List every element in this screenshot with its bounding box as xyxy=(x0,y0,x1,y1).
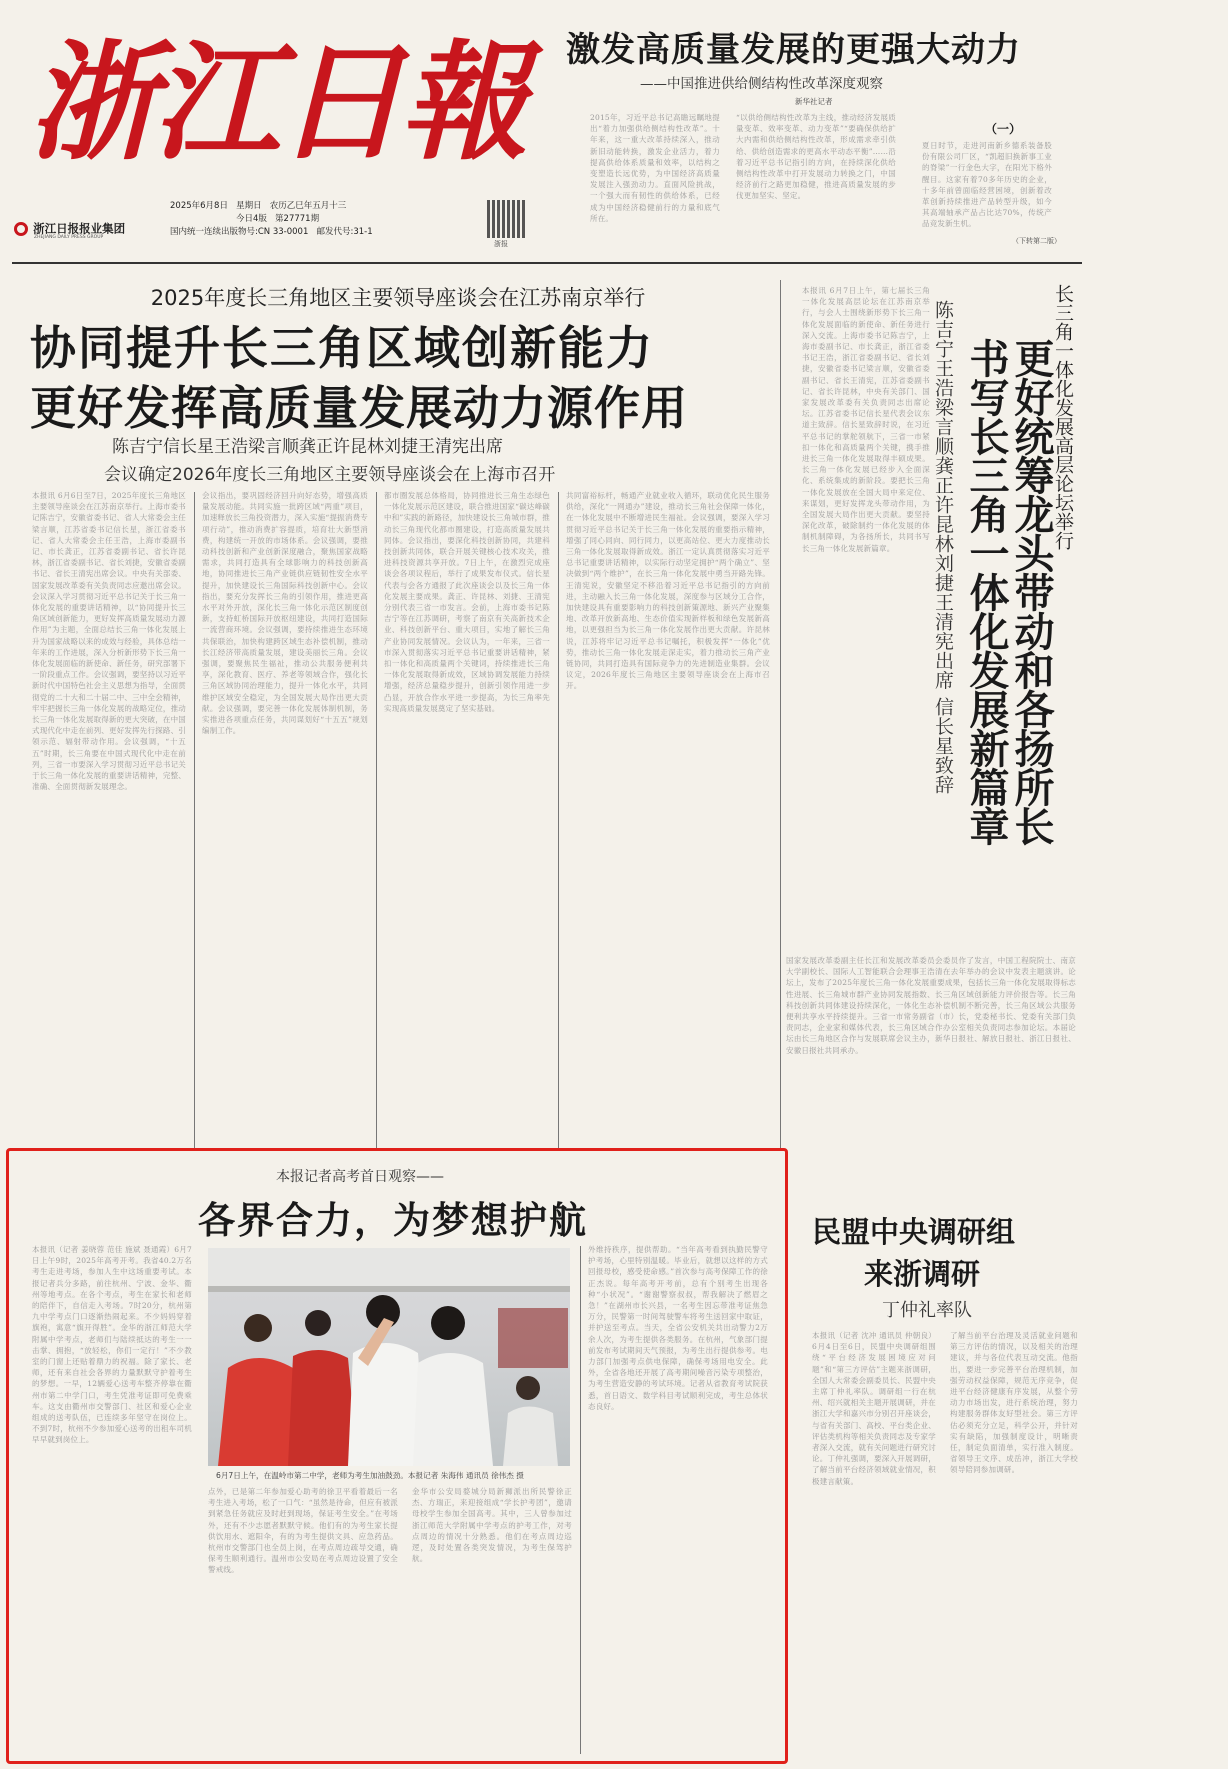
lead-column-2: 会议指出，要巩固经济回升向好态势，增强高质量发展动能。共同实施一批跨区域“两重”项目，加速释放长三角投资潜力，深入实施“提振消费专项行动”，推动消费扩容提质，培育壮大新型消费，构建统一开放的市场体系。会议强调，要推动科技创新和产业创新深度融合，聚焦国家战略需求，共同打造具有全球影响力的科技创新高地，协同推进长三角产业链供应链韧性安全水平提升，加快建设长三角国际科技创新中心。会议指出，要充分发挥长三角的引领作用，推进更高水平对外开放，深化长三角一体化示范区制度创新，支持虹桥国际开放枢纽建设，共同打造国际一流营商环境。会议强调，要持续推进生态环境共保联治，加快构建跨区域生态补偿机制，推动长江经济带高质量发展，建设美丽长三角。会议强调，要聚焦民生福祉，推动公共服务便利共享，深化教育、医疗、养老等领域合作，强化长三角区域协同治理能力，提升一体化水平，共同维护区域安全稳定，为全国发展大局作出更大贡献。会议强调，要完善一体化发展体制机制，务实推进各项重点任务，共同谋划好“十五五”规划编制工作。 xyxy=(202,491,368,736)
press-group-icon xyxy=(14,222,28,236)
issue-pages: 今日4版 xyxy=(236,214,267,224)
top-story-title: 激发高质量发展的更强大动力 xyxy=(566,30,1021,70)
issue-cn: 国内统一连续出版物号:CN 33-0001 xyxy=(170,227,309,237)
issue-date: 2025年6月8日 xyxy=(170,201,228,211)
photo-person-body xyxy=(503,1407,558,1467)
gaokao-column-left: 本报讯（记者 姜晓蓉 范佳 施斌 聂通霞）6月7日上午9时，2025年高考开考。我省40.2万名考生走进考场，参加人生中这场重要考试。本报记者兵分多路，前往杭州、宁波、金华、衢州等地考点。在各个考点，考生在家长和老师的陪伴下，自信走入考场。7时20分，杭州第九中学考点门口逐渐热闹起来。不少妈妈穿着旗袍，寓意“旗开得胜”。金华的浙江师范大学附属中学考点，老师们与陆续抵达的考生一一击掌、拥抱，“放轻松，你们一定行！”不少教室的门窗上还贴着鼎力的祝福。除了家长、老师，还有来自社会各界的力量默默守护着考生的梦想。一早，12辆爱心送考车整齐停靠在衢州市第二中学门口，考生凭准考证即可免费乘车。这支由衢州市交警部门、社区和爱心企业组成的送考队伍，已连续多年坚守在岗位上。不到7时，杭州不少参加爱心送考的出租车司机早早就到岗位上。 xyxy=(32,1245,192,1445)
minmeng-column-right: 了解当前平台治理及灵活就业问题和第三方评估的情况，以及相关的治理建议，并与各位代表互动交流。他指出，要进一步完善平台治理机制，加强劳动权益保障，规范无序竞争，促进平台经济健康有序发展，从整个劳动力市场出发，进行系统治理，努力构建服务群体友好型社会。第三方评估必须充分立足，科学公开，并针对实有缺陷，加强制度设计，明晰责任，制定负面清单，实行准入制度。省领导王文序、成岳冲，浙江大学校领导陪同参加调研。 xyxy=(950,1331,1078,1475)
right-story-column-bottom: 国家发展改革委副主任长江和发展改革委员会委员作了发言，中国工程院院士、南京大学副校长、国际人工智能联合会理事王浩清在去年举办的会议中发表主题演讲。论坛上，发布了2025年度长三角一体化发展重要成果，包括长三角一体化发展取得标志性进展、长三角城市群产业协同发展指数、长三角区域创新能力评价报告等。长三角科技创新共同体建设持续深化，一体化生态补偿机制不断完善，长三角区域公共服务便利共享水平持续提升。三省一市常务副省（市）长，党委秘书长、党委有关部门负责同志，企业家和媒体代表，长三角区域合作办公室相关负责同志参加论坛。本届论坛由长三角地区合作与发展联席会议主办，新华日报社、解放日报社、浙江日报社、安徽日报社共同承办。 xyxy=(786,956,1076,1055)
lead-headline-line-1: 协同提升长三角区域创新能力 xyxy=(30,321,654,375)
lead-subhead-2: 会议确定2026年度长三角地区主要领导座谈会在上海市召开 xyxy=(104,465,556,485)
gaokao-column-bottom-mid: 金华市公安局婺城分局新狮派出所民警徐正杰、方瑞正，来迎接组成“学长护考团”，邀请母校学生参加全国高考。其中，三人曾参加过浙江师范大学附属中学考点的护考工作，对考点周边的情况十分熟悉。他们在考点周边巡逻，及时处置各类突发情况，为考生保驾护航。 xyxy=(412,1487,572,1564)
issue-number: 第27771期 xyxy=(275,214,320,224)
issue-post: 邮发代号:31-1 xyxy=(316,227,373,237)
qr-code xyxy=(487,200,525,238)
top-story-byline: 新华社记者 xyxy=(795,97,833,106)
gaokao-column-rule xyxy=(580,1246,581,1754)
top-story-column-2: “以供给侧结构性改革为主线，推动经济发展质量变革、效率变革、动力变革”“要确保供给扩大内需和供给侧结构性改革，形成需求牵引供给、供给创造需求的更高水平动态平衡”……沿着习近平总书记指引的方向，在持续深化供给侧结构性改革中打开发展动力转换之门，中国经济前行之路更加稳健，推进高质量发展的步伐更加坚实、坚定。 xyxy=(736,113,896,201)
press-group-logo xyxy=(14,218,164,238)
photo-student-head xyxy=(431,1306,465,1340)
qr-label: 浙报 xyxy=(494,240,508,248)
lead-subhead-1: 陈吉宁信长星王浩梁言顺龚正许昆林刘捷王清宪出席 xyxy=(112,437,503,457)
issue-info xyxy=(170,200,470,239)
masthead-divider xyxy=(12,262,1082,264)
top-story-subtitle: ——中国推进供给侧结构性改革深度观察 xyxy=(640,76,883,92)
photo-banner xyxy=(498,1308,568,1368)
right-story-column-top: 本报讯 6月7日上午，第七届长三角一体化发展高层论坛在江苏南京举行，与会人士围绕新形势下长三角一体化发展面临的新使命、新任务进行深入交流。上海市委书记陈吉宁，上海市委副书记、市长龚正，浙江省委书记王浩，浙江省委副书记、省长刘捷，安徽省委书记梁言顺，安徽省委副书记、省长王清宪，江苏省委副书记、省长许昆林，中央有关部门、国家发展改革委有关负责同志出席论坛。江苏省委书记信长星代表会议东道主致辞。信长星致辞时说，在习近平总书记的掌舵领航下，三省一市紧扣一体化和高质量两个关键，携手推进长三角一体化发展取得丰硕成果。长三角一体化发展已经步入全面深化、系统集成的新阶段。要把长三角一体化发展放在全国大局中来定位、来谋划，更好发挥龙头带动作用，为全国发展大局作出更大贡献。要坚持深化改革，破除制约一体化发展的体制机制障碍，为各扬所长，共同书写长三角一体化发展新篇章。 xyxy=(802,286,930,553)
photo-person-body xyxy=(288,1350,358,1466)
gaokao-column-right: 外维持秩序，提供帮助。“当年高考看到执勤民警守护考场，心里特别温暖。毕业后，就想以这样的方式回报母校，感受使命感。”首次参与高考保障工作的徐正杰说。每年高考开考前，总有个别考生出现各种“小状况”。“谢谢警察叔叔，帮我解决了燃眉之急！”在湖州市长兴县，一名考生因忘带准考证焦急万分，民警第一时间驾驶警车将考生送回家中取证，并护送至考点。当天，全省公安机关共出动警力2万余人次，为考生提供各类服务。在杭州，气象部门提前发布考试期间天气预报，为考生出行提供参考。电力部门加强考点供电保障，确保考场用电安全。此外，全省各地还开展了高考期间噪音污染专项整治，为考生营造安静的考试环境。记者从省教育考试院获悉，首日语文、数学科目考试顺利完成，考生总体状态良好。 xyxy=(588,1245,768,1411)
press-group-name: 浙江日报报业集团 xyxy=(33,221,126,236)
masthead-title: 浙江日報 xyxy=(28,28,525,178)
top-story-continued: （下转第二版） xyxy=(1012,237,1061,245)
minmeng-headline-1: 民盟中央调研组 xyxy=(812,1215,1016,1249)
gaokao-kicker: 本报记者高考首日观察—— xyxy=(276,1169,444,1185)
photo-person-head xyxy=(244,1314,272,1342)
lead-kicker: 2025年度长三角地区主要领导座谈会在江苏南京举行 xyxy=(150,286,646,310)
lead-column-1: 本报讯 6月6日至7日，2025年度长三角地区主要领导座谈会在江苏南京举行。上海市委书记陈吉宁，安徽省委书记、省人大常委会主任梁言顺，江苏省委书记信长星，浙江省委书记、省人大常委会主任王浩，上海市委副书记、市长龚正，江苏省委副书记、省长许昆林，浙江省委副书记、省长刘捷，安徽省委副书记、省长王清宪出席会议。中央有关部委、国家发展改革委有关负责同志应邀出席会议。会议深入学习贯彻习近平总书记关于长三角一体化发展的重要讲话精神，以“协同提升长三角区域创新能力，更好发挥高质量发展动力源作用”为主题，全面总结长三角一体化发展上升为国家战略以来的成效与经验，具体总结一年来的工作进展，深入分析新形势下长三角一体化发展面临的新使命、新任务，研究部署下一阶段重点工作。会议强调，要坚持以习近平新时代中国特色社会主义思想为指导，全面贯彻党的二十大和二十届二中、三中全会精神，牢牢把握长三角一体化发展的战略定位，推动长三角一体化发展取得新的更大突破，在中国式现代化中走在前列、更好发挥先行探路、引领示范、辐射带动作用。会议强调，“十五五”时期，长三角要在中国式现代化中走在前列，三省一市要深入学习贯彻习近平总书记关于长三角一体化发展的重要讲话精神，完整、准确、全面贯彻新发展理念。 xyxy=(32,491,186,792)
photo-canopy-edge xyxy=(208,1286,570,1292)
column-rule-1 xyxy=(194,492,195,1148)
issue-weekday: 星期日 xyxy=(236,201,262,211)
minmeng-column-left: 本报讯（记者 沈冲 通讯员 仲朝良）6月4日至6日，民盟中央调研组围绕“平台经济发展困境应对问题”和“第三方评估”主题来浙调研，全国人大常委会副委员长、民盟中央主席丁仲礼率队。调研组一行在杭州、绍兴就相关主题开展调研，并在浙江大学和嘉兴市分别召开座谈会，与省有关部门、高校、平台类企业、评估类机构等相关负责同志及专家学者深入交流，就有关问题进行研究讨论。丁仲礼强调，要深入开展调研，了解当前平台经济领域就业情况，积极建言献策。 xyxy=(812,1331,936,1486)
column-rule-2 xyxy=(376,492,377,1148)
top-story-section-marker: （一） xyxy=(985,122,1022,136)
right-story-subhead: 陈吉宁王浩梁言顺龚正许昆林刘捷王清宪出席 信长星致辞 xyxy=(932,300,954,795)
lead-column-4: 共同富裕标杆，畅通产业就业收入循环，联动优化民生服务供给，深化“一网通办”建设，推动长三角社会保障一体化，在一体化发展中不断增进民生福祉。会议强调，要深入学习贯彻习近平总书记关于长三角一体化发展的重要指示精神，增强了同心同向、同行同力，以更高站位、更大力度推动长三角一体化发展取得新成效。浙江一定认真贯彻落实习近平总书记重要讲话精神，以实际行动坚定拥护“两个确立”、坚决做到“两个维护”，在长三角一体化发展中勇当开路先锋。王清宪说，安徽坚定不移沿着习近平总书记指引的方向前进，主动融入长三角一体化发展，深度参与区域分工合作，加快建设具有重要影响力的科技创新策源地、新兴产业聚集地、改革开放新高地、生态价值实现新样板和绿色发展新高地，以更强担当为长三角一体化发展作出更大贡献。许昆林说，江苏将牢记习近平总书记嘱托，积极发挥“一体化”优势，推动长三角一体化发展走深走实，着力推动长三角产业链协同，共同打造具有国际竞争力的先进制造业集群。会议议定，2026年度长三角地区主要领导座谈会在上海市召开。 xyxy=(566,491,770,691)
photo-person-head xyxy=(305,1310,331,1336)
gaokao-column-bottom-left: 点外，已是第二年参加爱心助考的徐卫平看着最后一名考生进入考场，松了一口气：“虽然是待命，但应有被派到紧急任务就应及时赶到现场，保证考生安全。”在考场外，还有不少志愿者默默守候。他们有的为考生家长提供饮用水、遮阳伞，有的为考生提供文具、应急药品。杭州市交警部门也全员上岗，在考点周边疏导交通，确保考生顺利通行。温州市公安局在考点周边设置了安全警戒线。 xyxy=(208,1487,398,1575)
lead-column-3: 都市圈发展总体格局，协同推进长三角生态绿色一体化发展示范区建设，联合推进国家“碳达峰碳中和”实践的新路径，加快建设长三角城市群，推动长三角现代化都市圈建设，打造高质量发展共同体。会议指出，要深化科技创新协同，共建科技创新共同体，联合开展关键核心技术攻关，推进科技资源共享开放。7日上午，在激烈完成座谈会各项议程后，举行了成果发布仪式。信长星代表与会各方通报了此次座谈会以及长三角一体化发展主要成果。龚正、许昆林、刘捷、王清宪分别代表三省一市发言。会前，上海市委书记陈吉宁等在江苏调研，考察了南京有关高新技术企业、科技创新平台、重大项目，实地了解长三角产业协同发展情况。会议认为，一年来，三省一市深入贯彻落实习近平总书记重要讲话精神，紧扣一体化和高质量两个关键词，持续推进长三角一体化发展取得新成效，区域协调发展能力持续增强，经济总量稳步提升，创新引领作用进一步凸显，开放合作水平进一步提高，为长三角率先实现高质量发展奠定了坚实基础。 xyxy=(384,491,550,713)
right-story-headline-2: 书写长三角一体化发展新篇章 xyxy=(963,338,1009,845)
photo-student-body xyxy=(413,1353,493,1466)
right-story-headline-1: 更好统筹龙头带动和各扬所长 xyxy=(1008,338,1054,845)
gaokao-headline: 各界合力，为梦想护航 xyxy=(198,1199,588,1242)
gaokao-photo xyxy=(208,1248,570,1466)
top-story-column-3: 夏日时节，走进河南新乡德系装备股份有限公司厂区，“凯超旧换新事工业的脊梁”一行金色大字，在阳光下格外醒目。这家有着70多年历史的企业，十多年前曾面临经营困境，创新着改革创新持续推进产品转型升级，如今其高端轴承产品占比达70%，传统产品竞发新生机。 xyxy=(922,141,1052,229)
right-section-rule xyxy=(780,280,781,1150)
photo-canopy xyxy=(208,1248,570,1288)
top-story-column-1: 2015年，习近平总书记高瞻远瞩地提出“着力加强供给侧结构性改革”。十年来，这一重大改革持续深入，推动新旧动能转换，激发企业活力，着力提高供给体系质量和效率，以结构之变塑造长远优势，为中国经济高质量发展注入强劲动力。直面风险挑战，一个强大而有韧性的供给体系，已经成为中国经济稳健前行的力量和底气所在。 xyxy=(590,113,720,223)
gaokao-photo-illustration xyxy=(208,1248,570,1466)
minmeng-subhead: 丁仲礼率队 xyxy=(882,1300,972,1321)
column-rule-3 xyxy=(558,492,559,1148)
photo-person-head xyxy=(516,1376,540,1400)
minmeng-headline-2: 来浙调研 xyxy=(864,1257,981,1291)
press-group-name-en: ZHEJIANG DAILY PRESS GROUP xyxy=(34,235,104,240)
issue-lunar: 农历乙巳年五月十三 xyxy=(269,201,347,211)
lead-headline-line-2: 更好发挥高质量发展动力源作用 xyxy=(30,381,688,435)
gaokao-photo-caption: 6月7日上午，在温岭市第二中学，老师为考生加油鼓劲。本报记者 朱海伟 通讯员 徐伟杰 摄 xyxy=(216,1471,524,1480)
right-story-kicker: 长三角一体化发展高层论坛举行 xyxy=(1052,284,1074,550)
